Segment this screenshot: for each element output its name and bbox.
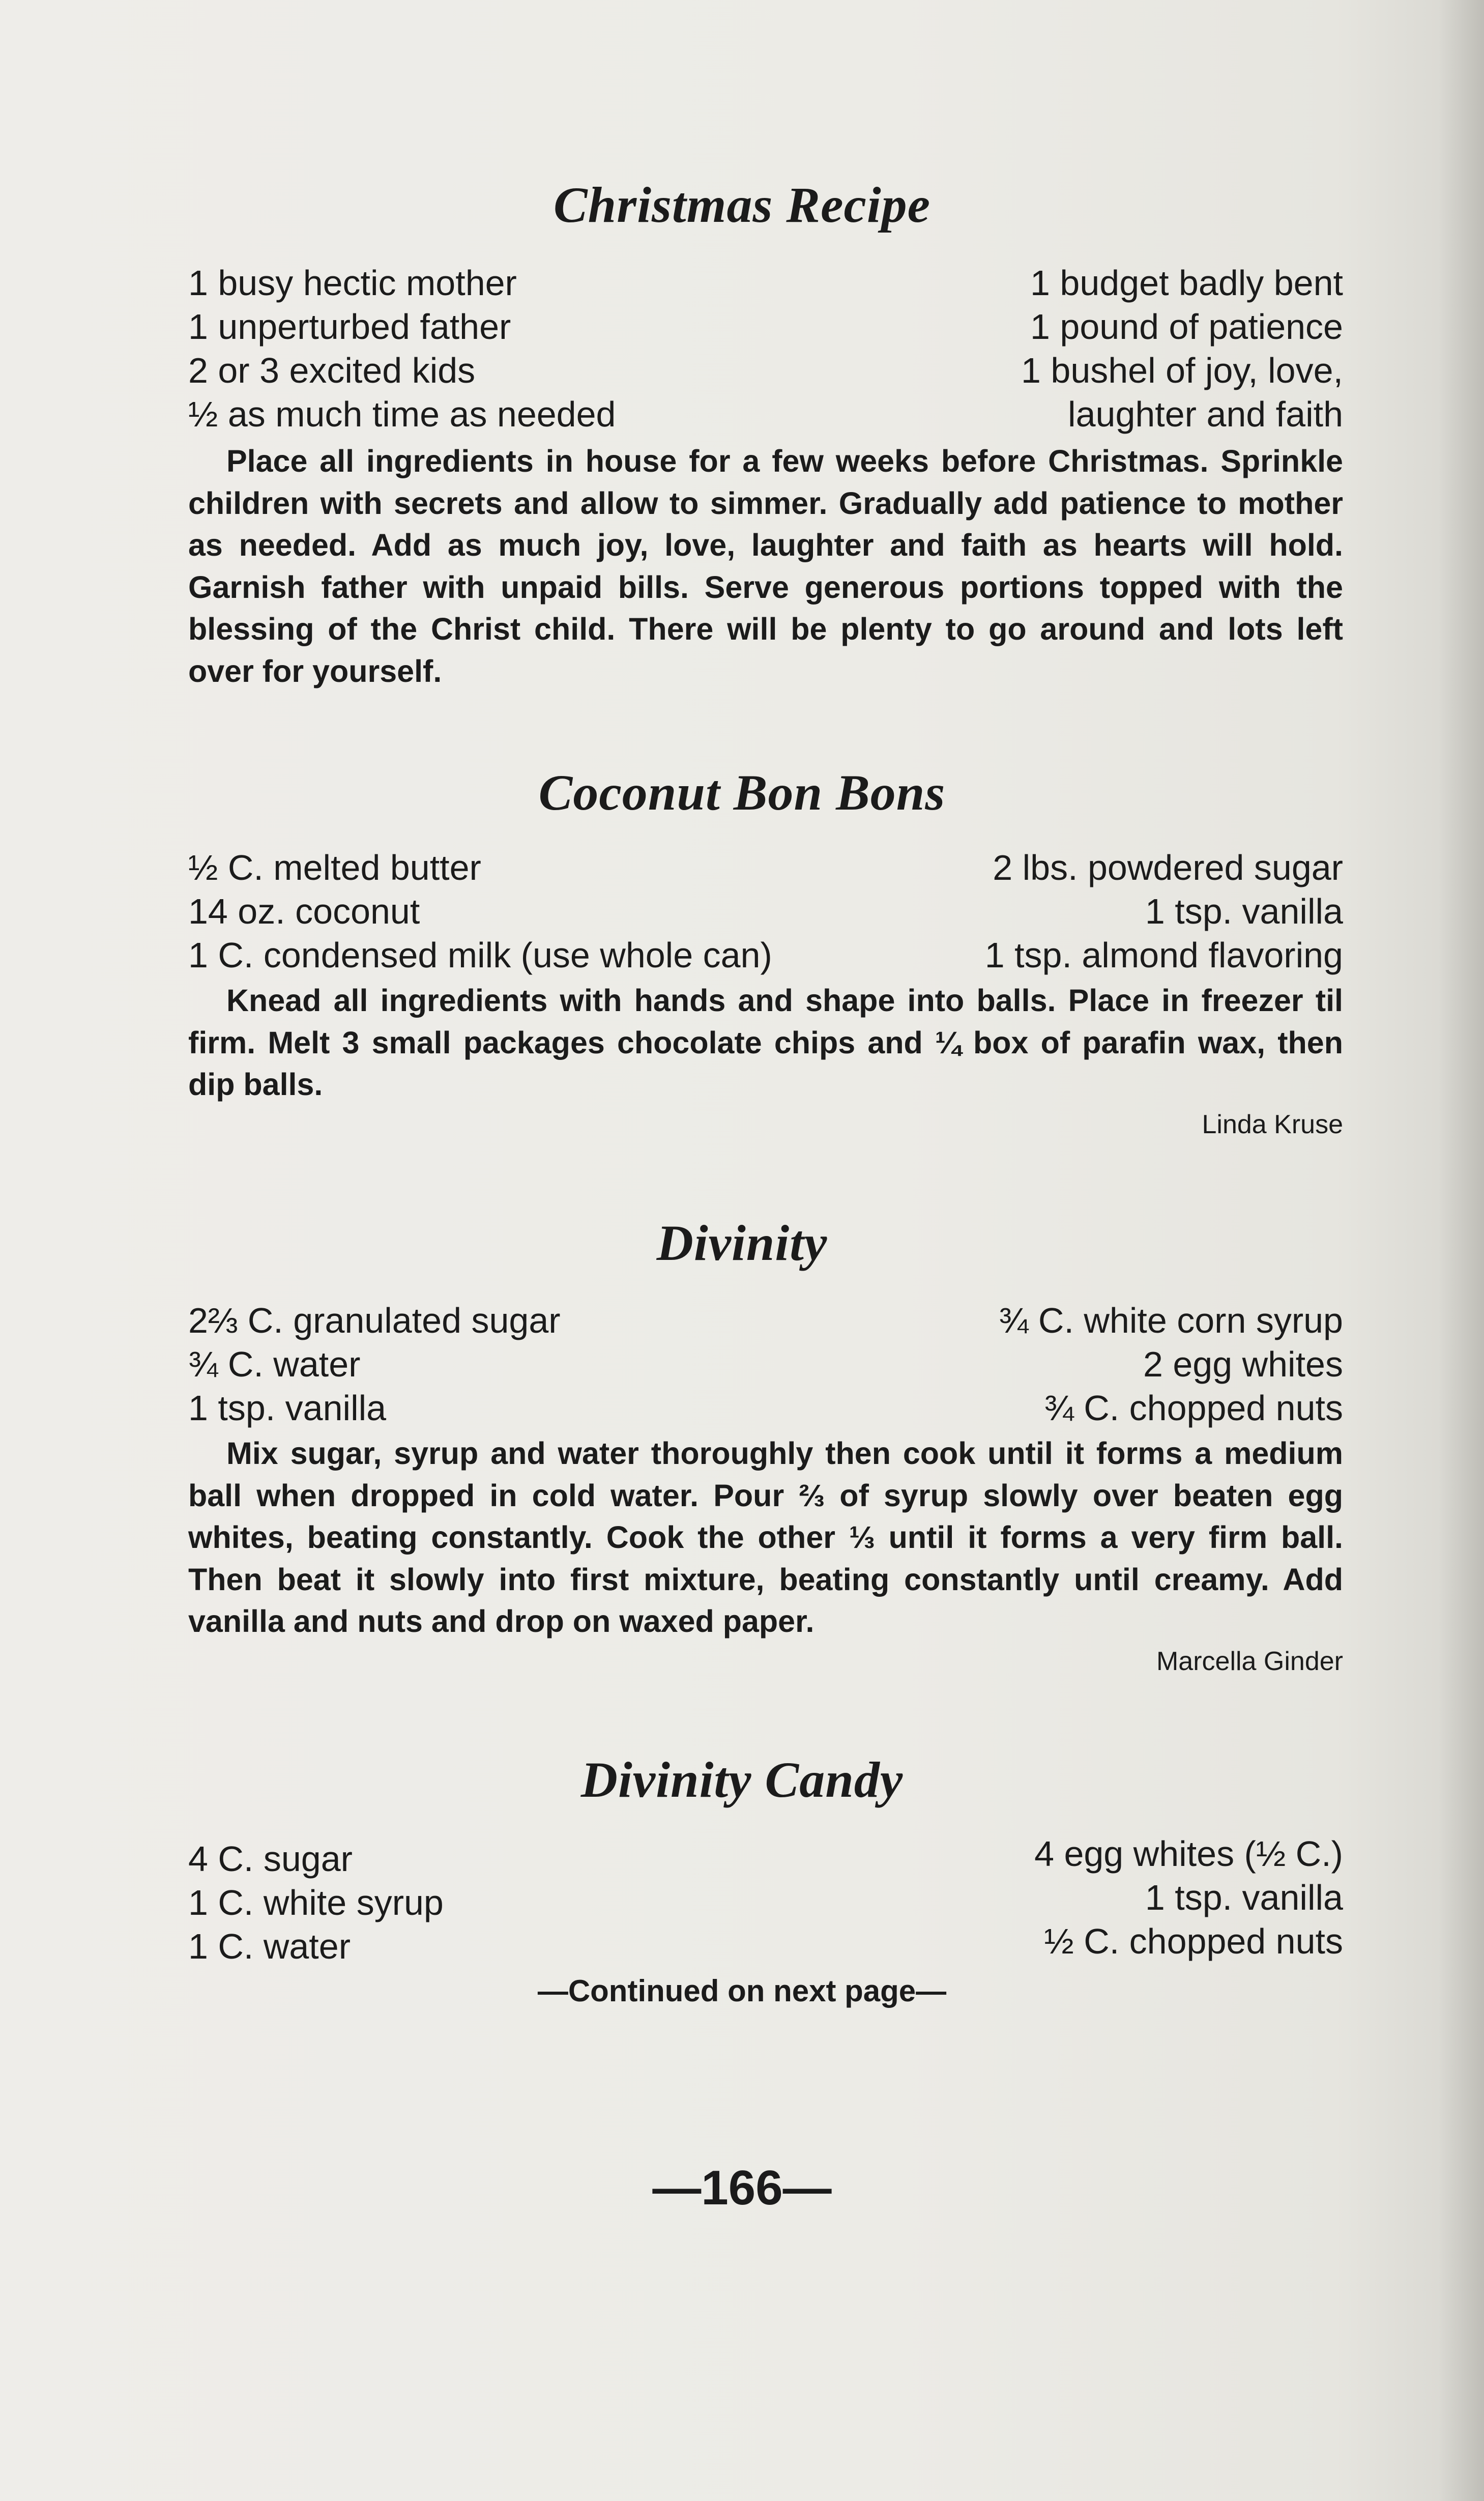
ingredient: ½ C. melted butter	[188, 848, 481, 887]
continued-note: —Continued on next page—	[537, 1974, 947, 2008]
recipe-title-divinity: Divinity	[656, 1215, 828, 1271]
recipe-title-divinity-candy: Divinity Candy	[580, 1751, 904, 1808]
ingredient: 1 tsp. vanilla	[1145, 892, 1343, 931]
ingredient: 2⅔ C. granulated sugar	[188, 1301, 561, 1340]
ingredient: ¾ C. chopped nuts	[1044, 1388, 1343, 1428]
ingredient: 1 unperturbed father	[188, 307, 511, 347]
ingredient: 4 C. sugar	[188, 1839, 353, 1879]
instructions-text: Knead all ingredients with hands and shape into balls. Place in freezer til firm. Melt 3 small packages chocolate chips and ¼ box of parafin wax, then dip balls.	[188, 983, 1343, 1102]
ingredient: 1 budget badly bent	[1030, 263, 1343, 303]
ingredient: laughter and faith	[1068, 394, 1343, 434]
ingredient: 1 tsp. vanilla	[188, 1388, 387, 1428]
ingredient: ¾ C. white corn syrup	[999, 1301, 1343, 1340]
ingredient: 2 egg whites	[1143, 1344, 1343, 1384]
ingredient: 1 bushel of joy, love,	[1021, 351, 1343, 390]
ingredient: ¾ C. water	[188, 1344, 361, 1384]
ingredient: 1 busy hectic mother	[188, 263, 517, 303]
recipe-title-coconut-bon-bons: Coconut Bon Bons	[538, 764, 946, 821]
ingredient: 2 lbs. powdered sugar	[993, 848, 1343, 887]
ingredient: 1 C. condensed milk (use whole can)	[188, 935, 772, 975]
instructions-text: Place all ingredients in house for a few weeks before Christmas. Sprinkle children with secrets and allow to simmer. Gradually add patience to mother as needed. Add as much joy, love, laughter and faith as hearts will hold. Garnish father with unpaid bills. Serve generous portions topped with the blessing of the Christ child. There will be plenty to go around and lots left over for yourself.	[188, 444, 1343, 688]
recipe-credit: Marcella Ginder	[1156, 1647, 1343, 1676]
ingredient: 1 C. white syrup	[188, 1883, 444, 1922]
ingredient: 1 C. water	[188, 1927, 351, 1966]
recipe-instructions	[188, 980, 1343, 1106]
recipe-credit: Linda Kruse	[1202, 1110, 1343, 1139]
page-number: —166—	[652, 2161, 832, 2215]
ingredient: 4 egg whites (½ C.)	[1034, 1834, 1343, 1874]
ingredient: 14 oz. coconut	[188, 892, 420, 931]
ingredient: 1 tsp. almond flavoring	[984, 935, 1343, 975]
recipe-title-christmas: Christmas Recipe	[553, 177, 931, 233]
recipe-instructions	[188, 1432, 1343, 1643]
ingredient: 1 tsp. vanilla	[1145, 1878, 1343, 1917]
ingredient: ½ as much time as needed	[188, 394, 616, 434]
ingredient: 1 pound of patience	[1030, 307, 1343, 347]
instructions-text: Mix sugar, syrup and water thoroughly then cook until it forms a medium ball when dropped in cold water. Pour ⅔ of syrup slowly over beaten egg whites, beating constantly. Cook the other ⅓ until it forms a very firm ball. Then beat it slowly into first mixture, beating constantly until creamy. Add vanilla and nuts and drop on waxed paper.	[188, 1436, 1343, 1638]
recipe-instructions	[188, 440, 1343, 692]
ingredient: 2 or 3 excited kids	[188, 351, 476, 390]
ingredient: ½ C. chopped nuts	[1044, 1921, 1343, 1961]
